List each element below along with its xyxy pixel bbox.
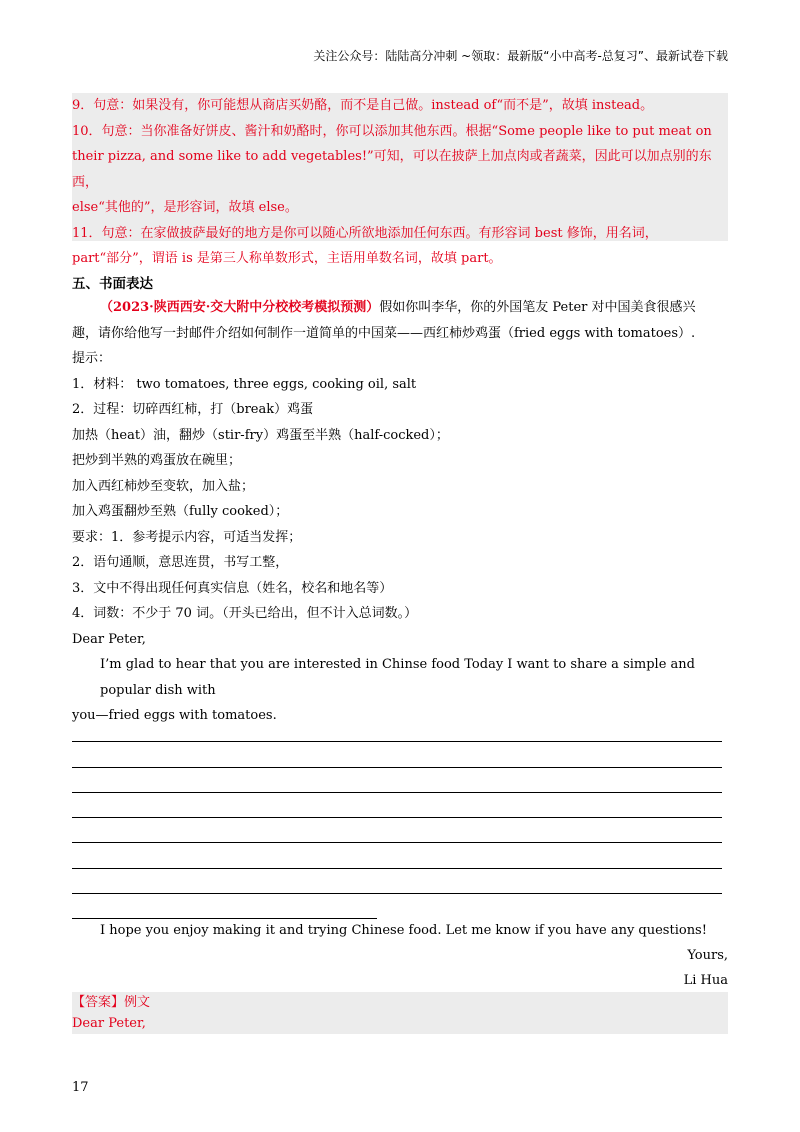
- answer-key: [72, 992, 728, 1034]
- answer-line: 10．句意：当你准备好饼皮、酱汁和奶酪时，你可以添加其他东西。根据“Some people like to put meat on: [72, 123, 712, 139]
- answer-key-greeting: Dear Peter,: [72, 1016, 146, 1031]
- requirement-line: 3．文中不得出现任何真实信息（姓名，校名和地名等）: [72, 580, 393, 596]
- header-text: 关注公众号：陆陆高分冲刺 ~领取：最新版“小中高考-总复习”、最新试卷下载: [313, 49, 728, 63]
- hint-line: 把炒到半熟的鸡蛋放在碗里；: [72, 453, 242, 468]
- sign-off: Yours,: [687, 948, 728, 963]
- writing-task: [72, 295, 728, 729]
- prompt-line-1: [72, 295, 728, 321]
- answer-line: else“其他的”，是形容词，故填 else。: [72, 200, 298, 215]
- hint-line: 加入鸡蛋翻炒至熟（fully cooked）；: [72, 504, 289, 519]
- answer-line: their pizza, and some like to add vegetables!”可知，可以在披萨上加点肉或者蔬菜，因此可以加点别的东西，: [72, 149, 712, 190]
- prompt-text: 假如你叫李华，你的外国笔友 Peter 对中国美食很感兴: [379, 300, 696, 315]
- section-title: 五、书面表达: [72, 276, 153, 292]
- writing-line[interactable]: [72, 742, 722, 767]
- letter-opening-cont: you—fried eggs with tomatoes.: [72, 708, 277, 723]
- writing-line[interactable]: [72, 793, 722, 818]
- writing-lines: [72, 717, 722, 919]
- writing-line[interactable]: [72, 894, 377, 919]
- requirement-line: 要求：1．参考提示内容，可适当发挥；: [72, 529, 302, 545]
- hint-line: 2．过程：切碎西红柿，打（break）鸡蛋: [72, 402, 314, 417]
- answer-line: 11．句意：在家做披萨最好的地方是你可以随心所欲地添加任何东西。有形容词 best 修饰，用名词，: [72, 225, 658, 241]
- answer-line: 9．句意：如果没有，你可能想从商店买奶酪，而不是自己做。instead of“而不是”，故填 instead。: [72, 98, 654, 113]
- page-number: 17: [72, 1080, 89, 1095]
- hint-line: 1．材料： two tomatoes, three eggs, cooking oil, salt: [72, 376, 417, 392]
- writing-line[interactable]: [72, 818, 722, 843]
- requirement-line: 2．语句通顺，意思连贯，书写工整，: [72, 555, 289, 570]
- writing-line[interactable]: [72, 717, 722, 742]
- prompt-line-2: 趣，请你给他写一封邮件介绍如何制作一道简单的中国菜——西红柿炒鸡蛋（fried eggs with tomatoes）.: [72, 325, 696, 341]
- answer-explanations: [72, 93, 728, 266]
- letter-greeting: Dear Peter,: [72, 631, 146, 647]
- answer-key-label: 【答案】例文: [72, 995, 151, 1010]
- hint-line: 加热（heat）油，翻炒（stir-fry）鸡蛋至半熟（half-cocked）；: [72, 427, 449, 443]
- signature: Li Hua: [683, 973, 728, 988]
- closing-line: I hope you enjoy making it and trying Chinese food. Let me know if you have any questions!: [100, 923, 707, 938]
- letter-closing: [72, 918, 728, 993]
- question-source: （2023·陕西西安·交大附中分校校考模拟预测）: [100, 300, 380, 315]
- letter-opening: I’m glad to hear that you are interested in Chinse food Today I want to share a simple and popular dish with: [100, 657, 695, 698]
- hint-line: 加入西红柿炒至变软，加入盐；: [72, 478, 255, 494]
- answer-line: part“部分”，谓语 is 是第三人称单数形式，主语用单数名词，故填 part。: [72, 251, 502, 266]
- hint-label: 提示：: [72, 351, 112, 366]
- page-header: [313, 47, 728, 64]
- writing-line[interactable]: [72, 843, 722, 868]
- requirement-line: 4．词数：不少于 70 词。（开头已给出，但不计入总词数。）: [72, 606, 418, 621]
- writing-line[interactable]: [72, 869, 722, 894]
- writing-line[interactable]: [72, 768, 722, 793]
